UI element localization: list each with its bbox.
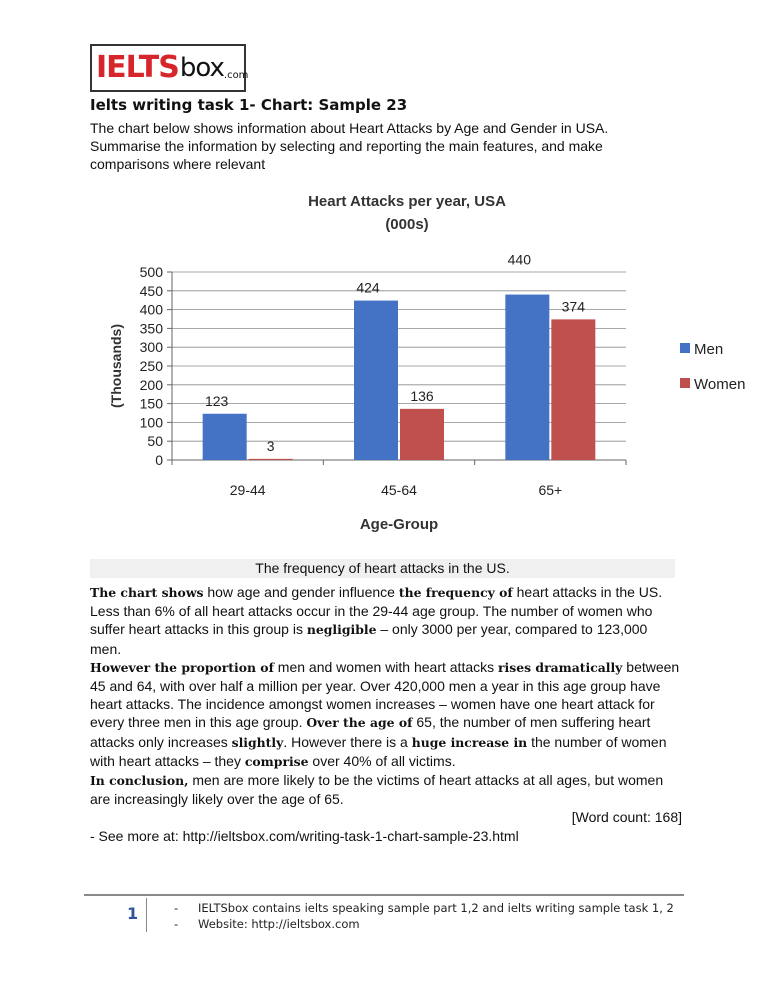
phrase-slightly: slightly — [231, 734, 284, 750]
word-count: [Word count: 168] — [571, 809, 682, 826]
y-tick-label: 0 — [155, 452, 163, 468]
phrase-huge-increase: huge increase in — [411, 734, 528, 750]
chart-caption: The frequency of heart attacks in the US. — [90, 559, 675, 578]
page-number: 1 — [127, 904, 139, 923]
y-tick-label: 50 — [147, 433, 163, 450]
data-label: 136 — [410, 387, 434, 404]
footer-divider — [84, 894, 684, 896]
legend-label: Men — [694, 341, 724, 358]
y-axis-label: (Thousands) — [108, 324, 124, 408]
data-label: 3 — [266, 437, 275, 454]
y-tick-label: 200 — [139, 376, 163, 393]
data-label: 440 — [507, 251, 532, 268]
phrase-in-conclusion: In conclusion, — [90, 773, 189, 789]
essay-paragraph-2 — [90, 658, 682, 771]
logo-box-text: box — [179, 53, 224, 83]
footer-item-text: IELTSbox contains ielts speaking sample part 1,2 and ielts writing sample task 1, 2 — [198, 901, 674, 915]
text-segment: how age and gender influence — [203, 584, 399, 600]
bar-women — [551, 319, 595, 460]
footer-item — [174, 916, 674, 932]
y-tick-label: 150 — [139, 395, 163, 412]
bullet-dash: - — [174, 917, 179, 931]
legend-swatch-men — [680, 343, 690, 353]
text-segment: . However there is a — [283, 733, 412, 750]
text-segment: men are more likely to be the victims of heart attacks at all ages, but women are increasingly likely over the age of 65. — [90, 772, 664, 808]
essay-paragraph-1 — [90, 583, 682, 658]
phrase-over-the-age: Over the age of — [306, 715, 413, 731]
legend-swatch-women — [680, 378, 690, 388]
chart-title: Heart Attacks per year, USA — [308, 193, 506, 210]
essay-body — [90, 583, 682, 845]
page-number-divider — [146, 898, 147, 932]
ieltsbox-logo — [90, 44, 249, 92]
phrase-chart-shows: The chart shows — [90, 585, 204, 600]
chart-svg — [90, 176, 758, 548]
footer-item — [174, 900, 674, 916]
text-segment: heart attacks in the US. Less than 6% of all heart attacks occur in the 29-44 age group. The number of women who suffer heart attacks in this group is — [90, 584, 663, 638]
text-segment: – only 3000 per year, compared to 123,000 men. — [90, 621, 648, 657]
phrase-comprise: comprise — [244, 753, 309, 769]
text-segment: men and women with heart attacks — [273, 658, 499, 675]
phrase-frequency-of: the frequency of — [398, 585, 513, 600]
page-title: Ielts writing task 1- Chart: Sample 23 — [90, 96, 408, 114]
y-tick-label: 250 — [139, 358, 163, 374]
legend-label: Women — [694, 376, 746, 393]
y-tick-label: 350 — [139, 320, 163, 337]
x-tick-label: 29-44 — [229, 482, 266, 498]
logo-ielts-text: IELTS — [96, 50, 179, 85]
phrase-negligible: negligible — [306, 622, 377, 638]
phrase-however-proportion: However the proportion of — [90, 659, 274, 675]
logo-com-text: .com — [223, 70, 249, 81]
x-axis-label: Age-Group — [359, 516, 439, 533]
bar-women — [249, 459, 293, 460]
y-tick-label: 400 — [139, 301, 163, 318]
chart-subtitle: (000s) — [385, 216, 429, 233]
see-more-link[interactable]: - See more at: http://ieltsbox.com/writing-task-1-chart-sample-23.html — [90, 827, 519, 844]
y-tick-label: 100 — [139, 414, 163, 431]
data-label: 424 — [356, 279, 380, 296]
bar-men — [203, 414, 247, 460]
task-intro: The chart below shows information about Heart Attacks by Age and Gender in USA. Summarise the information by selecting and reporting the main features, and make comparisons where relevant — [90, 120, 609, 172]
text-segment: the number of women with heart attacks – they — [90, 733, 667, 769]
x-tick-label: 65+ — [538, 482, 563, 498]
heart-attack-chart — [90, 176, 758, 548]
bar-women — [400, 409, 444, 460]
y-tick-label: 300 — [139, 339, 163, 356]
data-label: 123 — [204, 392, 229, 409]
bar-men — [505, 295, 549, 460]
essay-paragraph-3 — [90, 771, 682, 808]
footer-list — [174, 900, 674, 932]
y-tick-label: 450 — [139, 282, 163, 299]
text-segment: between 45 and 64, with over half a million per year. Over 420,000 men a year in this age group have heart attacks. The incidence amongst women increases – women have one heart attack for every three men in this age group. — [90, 658, 680, 731]
data-label: 374 — [561, 298, 586, 315]
phrase-rises-dramatically: rises dramatically — [498, 659, 623, 675]
text-segment: 65, the number of men suffering heart attacks only increases — [90, 714, 651, 750]
x-tick-label: 45-64 — [381, 482, 417, 498]
bar-men — [354, 301, 398, 460]
y-tick-label: 500 — [139, 264, 163, 280]
footer-item-text[interactable]: Website: http://ieltsbox.com — [198, 917, 360, 931]
bullet-dash: - — [174, 901, 179, 915]
text-segment: over 40% of all victims. — [308, 752, 456, 769]
